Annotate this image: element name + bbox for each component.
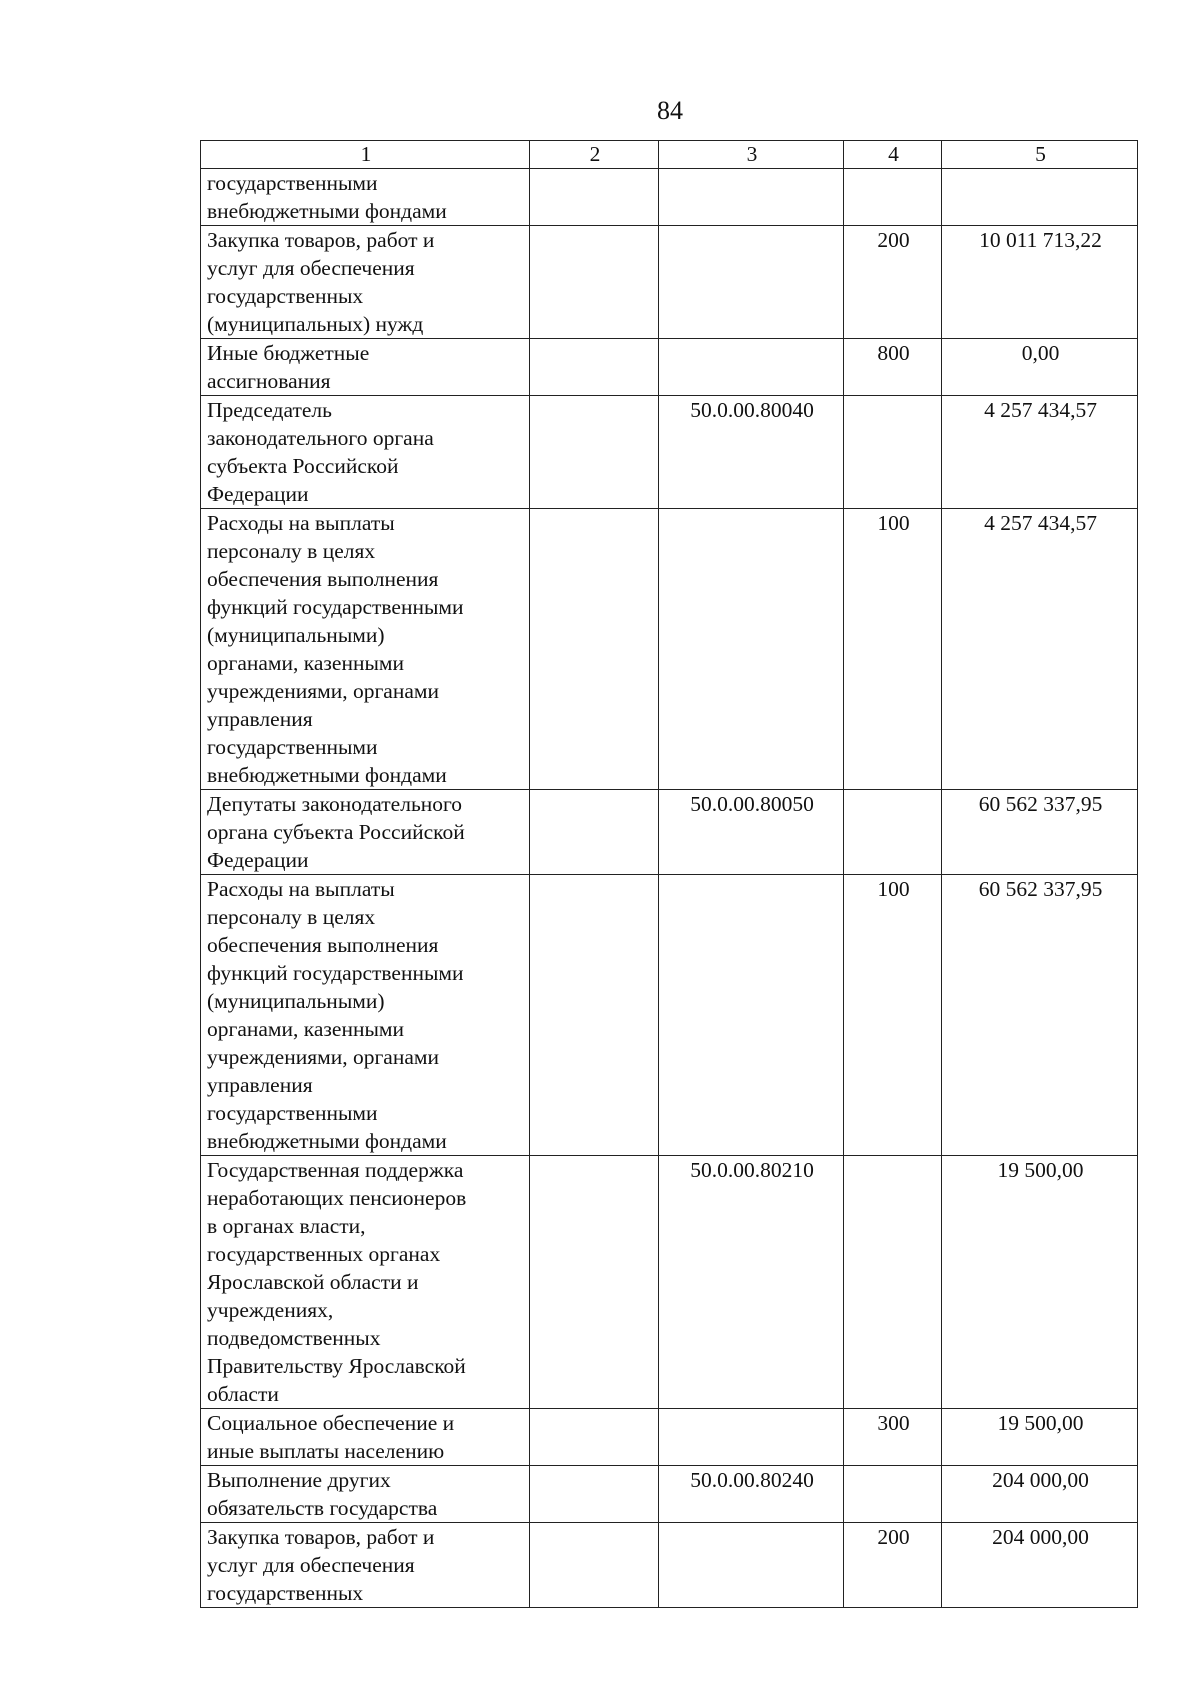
row-code-cell: 50.0.00.80040 <box>659 396 844 509</box>
header-col-3: 3 <box>659 141 844 169</box>
row-code-cell <box>659 226 844 339</box>
table-header-row <box>201 141 1138 169</box>
row-col2-cell <box>530 790 659 875</box>
row-col2-cell <box>530 875 659 1156</box>
table-row <box>201 1156 1138 1409</box>
row-name-cell: Выполнение других обязательств государства <box>201 1466 530 1523</box>
header-col-4: 4 <box>844 141 942 169</box>
row-col2-cell <box>530 509 659 790</box>
row-name-cell: Расходы на выплаты персоналу в целях обеспечения выполнения функций государственными (муниципальными) органами, казенными учреждениями, органами управления государственными внебюджетными фондами <box>201 509 530 790</box>
row-amount-cell: 4 257 434,57 <box>942 396 1138 509</box>
table-row <box>201 169 1138 226</box>
row-type-cell: 200 <box>844 1523 942 1608</box>
row-name-cell: Председатель законодательного органа субъекта Российской Федерации <box>201 396 530 509</box>
table-row <box>201 1466 1138 1523</box>
budget-table <box>200 140 1138 1608</box>
row-amount-cell: 204 000,00 <box>942 1466 1138 1523</box>
row-name-cell: Депутаты законодательного органа субъекта Российской Федерации <box>201 790 530 875</box>
table-row <box>201 509 1138 790</box>
row-type-cell: 300 <box>844 1409 942 1466</box>
table-row <box>201 226 1138 339</box>
row-type-cell <box>844 1156 942 1409</box>
row-col2-cell <box>530 226 659 339</box>
table-row <box>201 339 1138 396</box>
row-col2-cell <box>530 339 659 396</box>
row-type-cell: 800 <box>844 339 942 396</box>
row-code-cell <box>659 509 844 790</box>
row-code-cell: 50.0.00.80210 <box>659 1156 844 1409</box>
row-code-cell <box>659 1409 844 1466</box>
row-code-cell <box>659 339 844 396</box>
table-row <box>201 875 1138 1156</box>
row-name-cell: Государственная поддержка неработающих пенсионеров в органах власти, государственных органах Ярославской области и учреждениях, подведомственных Правительству Ярославской области <box>201 1156 530 1409</box>
header-col-1: 1 <box>201 141 530 169</box>
row-name-cell: Расходы на выплаты персоналу в целях обеспечения выполнения функций государственными (муниципальными) органами, казенными учреждениями, органами управления государственными внебюджетными фондами <box>201 875 530 1156</box>
row-name-cell: государственными внебюджетными фондами <box>201 169 530 226</box>
page-number: 84 <box>657 96 683 125</box>
row-amount-cell: 4 257 434,57 <box>942 509 1138 790</box>
row-col2-cell <box>530 1523 659 1608</box>
row-type-cell: 200 <box>844 226 942 339</box>
row-amount-cell: 60 562 337,95 <box>942 790 1138 875</box>
table-row <box>201 1523 1138 1608</box>
row-amount-cell: 19 500,00 <box>942 1409 1138 1466</box>
row-name-cell: Закупка товаров, работ и услуг для обеспечения государственных (муниципальных) нужд <box>201 226 530 339</box>
row-type-cell <box>844 169 942 226</box>
row-amount-cell: 60 562 337,95 <box>942 875 1138 1156</box>
row-amount-cell: 10 011 713,22 <box>942 226 1138 339</box>
row-amount-cell <box>942 169 1138 226</box>
row-type-cell: 100 <box>844 509 942 790</box>
row-amount-cell: 19 500,00 <box>942 1156 1138 1409</box>
row-amount-cell: 204 000,00 <box>942 1523 1138 1608</box>
row-col2-cell <box>530 396 659 509</box>
row-type-cell <box>844 396 942 509</box>
table-row <box>201 396 1138 509</box>
row-name-cell: Закупка товаров, работ и услуг для обеспечения государственных <box>201 1523 530 1608</box>
row-code-cell <box>659 1523 844 1608</box>
row-col2-cell <box>530 169 659 226</box>
row-code-cell <box>659 875 844 1156</box>
header-col-2: 2 <box>530 141 659 169</box>
row-code-cell: 50.0.00.80240 <box>659 1466 844 1523</box>
row-type-cell: 100 <box>844 875 942 1156</box>
row-type-cell <box>844 790 942 875</box>
row-col2-cell <box>530 1409 659 1466</box>
header-col-5: 5 <box>942 141 1138 169</box>
table-row <box>201 790 1138 875</box>
row-type-cell <box>844 1466 942 1523</box>
row-amount-cell: 0,00 <box>942 339 1138 396</box>
row-col2-cell <box>530 1466 659 1523</box>
row-name-cell: Иные бюджетные ассигнования <box>201 339 530 396</box>
row-col2-cell <box>530 1156 659 1409</box>
table-row <box>201 1409 1138 1466</box>
row-code-cell <box>659 169 844 226</box>
row-name-cell: Социальное обеспечение и иные выплаты населению <box>201 1409 530 1466</box>
row-code-cell: 50.0.00.80050 <box>659 790 844 875</box>
